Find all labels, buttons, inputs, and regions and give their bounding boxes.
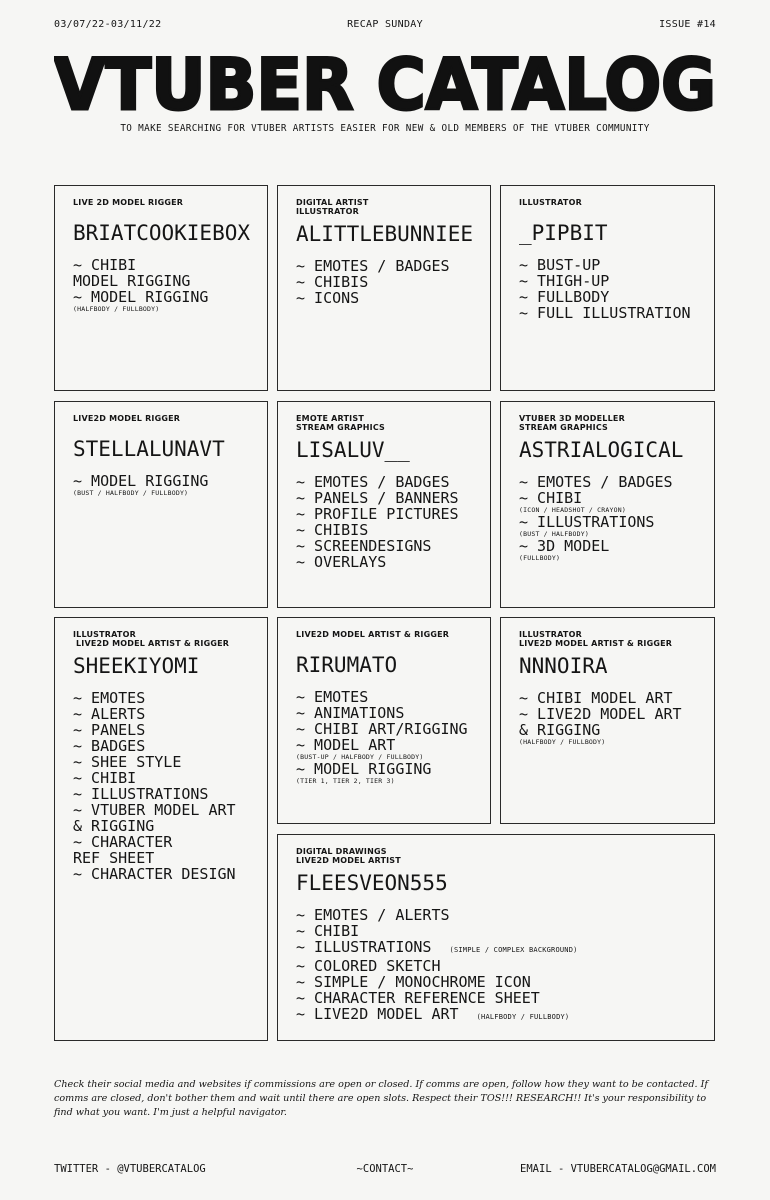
service-text: ~ EMOTES / BADGES [519, 473, 673, 491]
artist-role [296, 630, 490, 648]
artist-card [277, 834, 715, 1041]
service-text: ~ MODEL RIGGING [296, 760, 432, 778]
service-item [73, 289, 267, 305]
service-text: ~ CHARACTER REF SHEET [73, 833, 173, 867]
service-item [296, 939, 714, 958]
role-line: ILLUSTRATOR [73, 630, 136, 639]
service-item [73, 770, 267, 786]
service-item [519, 490, 714, 506]
service-text: ~ PROFILE PICTURES [296, 505, 459, 523]
service-text: ~ ILLUSTRATIONS [73, 785, 209, 803]
service-text: ~ ILLUSTRATIONS [296, 938, 432, 956]
service-list [519, 257, 714, 321]
service-text: ~ CHIBI MODEL RIGGING [73, 256, 191, 290]
artist-name[interactable]: STELLALUNAVT [73, 437, 225, 461]
role-line: LIVE 2D MODEL RIGGER [73, 198, 184, 207]
service-text: ~ EMOTES [73, 689, 146, 707]
service-list [73, 257, 267, 313]
service-list [296, 907, 714, 1025]
role-line: DIGITAL DRAWINGS [296, 847, 387, 856]
service-text: ~ ANIMATIONS [296, 704, 405, 722]
service-item [296, 1006, 714, 1025]
service-item [519, 474, 714, 490]
service-detail: (BUST / HALFBODY / FULLBODY) [73, 489, 189, 497]
service-text: ~ COLORED SKETCH [296, 957, 441, 975]
twitter-handle[interactable]: TWITTER - @VTUBERCATALOG [54, 1163, 206, 1175]
service-item [73, 786, 267, 802]
service-item [519, 514, 714, 530]
service-text: ~ CHIBIS [296, 521, 369, 539]
service-text: ~ CHIBI MODEL ART [519, 689, 673, 707]
date-range: 03/07/22-03/11/22 [54, 19, 162, 30]
artist-name[interactable]: ALITTLEBUNNIEE [296, 222, 474, 246]
artist-name[interactable]: BRIATCOOKIEBOX [73, 221, 251, 245]
service-text: ~ MODEL ART [296, 736, 396, 754]
service-text: ~ LIVE2D MODEL ART [296, 1005, 459, 1023]
service-text: ~ CHIBI ART/RIGGING [296, 720, 468, 738]
service-item [519, 305, 714, 321]
service-text: ~ SCREENDESIGNS [296, 537, 432, 555]
service-text: ~ EMOTES / BADGES [296, 257, 450, 275]
service-detail: (HALFBODY / FULLBODY) [73, 305, 160, 313]
service-item [519, 273, 714, 289]
role-line: ILLUSTRATOR [519, 198, 582, 207]
role-line: VTUBER 3D MODELLER [519, 414, 625, 423]
footnote: Check their social media and websites if commissions are open or closed. If comms are open, follow how they want to be contacted. If comms are closed, don't bother them and wait until there are open slots. Respect their TOS!!! RESEARCH!! It's your responsibility to find what you want. I'm just a helpful navigator. [54, 1079, 708, 1118]
service-text: ~ ILLUSTRATIONS [519, 513, 655, 531]
service-item [296, 907, 714, 923]
service-item [73, 834, 267, 866]
artist-name[interactable]: _PIPBIT [519, 221, 608, 245]
artist-card [500, 401, 715, 608]
service-text: ~ CHIBIS [296, 273, 369, 291]
service-text: ~ CHIBI [519, 489, 583, 507]
service-text: ~ BADGES [73, 737, 146, 755]
artist-role [73, 630, 267, 648]
service-item [296, 689, 490, 705]
service-item [73, 706, 267, 722]
service-item [296, 990, 714, 1006]
service-list [296, 689, 490, 785]
service-text: ~ CHIBI [296, 922, 360, 940]
artist-role [296, 198, 490, 216]
artist-role [519, 414, 714, 432]
role-line: LIVE2D MODEL ARTIST & RIGGER [73, 639, 230, 648]
service-item [296, 705, 490, 721]
artist-role [73, 414, 267, 432]
service-item [296, 923, 714, 939]
service-item [73, 257, 267, 289]
service-text: ~ BUST-UP [519, 256, 601, 274]
service-text: ~ EMOTES / ALERTS [296, 906, 450, 924]
service-item [296, 538, 490, 554]
service-list [519, 474, 714, 562]
contact-label: ~CONTACT~ [356, 1163, 414, 1175]
artist-card [277, 185, 491, 391]
recap-label: RECAP SUNDAY [347, 19, 423, 30]
service-text: ~ FULLBODY [519, 288, 610, 306]
role-line: LIVE2D MODEL ARTIST [296, 856, 401, 865]
service-item [296, 974, 714, 990]
artist-name[interactable]: RIRUMATO [296, 653, 398, 677]
artist-card [277, 617, 491, 824]
service-text: ~ PANELS / BANNERS [296, 489, 459, 507]
service-item [519, 289, 714, 305]
service-item [519, 257, 714, 273]
service-text: ~ ALERTS [73, 705, 146, 723]
service-list [519, 690, 714, 746]
logo-text: VTUBER CATALOG [54, 55, 716, 113]
service-detail: (ICON / HEADSHOT / CRAYON) [519, 506, 626, 514]
service-item [296, 290, 490, 306]
service-item [296, 761, 490, 777]
service-item [519, 690, 714, 706]
role-line: EMOTE ARTIST [296, 414, 364, 423]
role-line: LIVE2D MODEL ARTIST & RIGGER [519, 639, 673, 648]
artist-card [54, 185, 268, 391]
service-text: ~ LIVE2D MODEL ART & RIGGING [519, 705, 682, 739]
artist-card [500, 185, 715, 391]
artist-name[interactable]: FLEESVEON555 [296, 871, 448, 895]
service-item [73, 866, 267, 882]
service-text: ~ SIMPLE / MONOCHROME ICON [296, 973, 531, 991]
service-text: ~ EMOTES / BADGES [296, 473, 450, 491]
artist-card [277, 401, 491, 608]
service-item [73, 802, 267, 834]
tagline: TO MAKE SEARCHING FOR VTUBER ARTISTS EASIER FOR NEW & OLD MEMBERS OF THE VTUBER COMMUNITY [120, 123, 650, 134]
service-item [73, 754, 267, 770]
role-line: ILLUSTRATOR [296, 207, 359, 216]
role-line: LIVE2D MODEL RIGGER [73, 414, 181, 423]
service-text: ~ EMOTES [296, 688, 369, 706]
service-detail: (BUST / HALFBODY) [519, 530, 589, 538]
role-line: LIVE2D MODEL ARTIST & RIGGER [296, 630, 450, 639]
service-text: ~ CHARACTER DESIGN [73, 865, 236, 883]
artist-role [519, 630, 714, 648]
artist-role [73, 198, 267, 216]
service-detail: (TIER 1, TIER 2, TIER 3) [296, 777, 395, 785]
service-item [296, 522, 490, 538]
service-item [73, 722, 267, 738]
service-text: ~ PANELS [73, 721, 146, 739]
service-detail: (SIMPLE / COMPLEX BACKGROUND) [449, 946, 578, 954]
artist-role [296, 414, 490, 432]
artist-role [296, 847, 714, 865]
service-text: ~ VTUBER MODEL ART & RIGGING [73, 801, 236, 835]
service-text: ~ 3D MODEL [519, 537, 610, 555]
service-item [296, 721, 490, 737]
role-line: ILLUSTRATOR [519, 630, 582, 639]
service-text: ~ MODEL RIGGING [73, 472, 209, 490]
artist-name[interactable]: ASTRIALOGICAL [519, 438, 684, 462]
service-detail: (HALFBODY / FULLBODY) [519, 738, 606, 746]
issue-number: ISSUE #14 [659, 19, 716, 30]
service-text: ~ FULL ILLUSTRATION [519, 304, 691, 322]
role-line: DIGITAL ARTIST [296, 198, 369, 207]
service-item [296, 554, 490, 570]
service-text: ~ CHARACTER REFERENCE SHEET [296, 989, 540, 1007]
service-item [73, 690, 267, 706]
service-item [296, 958, 714, 974]
service-detail: (FULLBODY) [519, 554, 561, 562]
service-item [296, 490, 490, 506]
service-list [296, 258, 490, 306]
service-detail: (HALFBODY / FULLBODY) [476, 1013, 570, 1021]
service-item [519, 706, 714, 738]
service-text: ~ OVERLAYS [296, 553, 387, 571]
service-item [519, 538, 714, 554]
artist-role [519, 198, 714, 216]
service-text: ~ CHIBI [73, 769, 137, 787]
artist-name[interactable]: SHEEKIYOMI [73, 654, 200, 678]
service-item [296, 258, 490, 274]
service-text: ~ THIGH-UP [519, 272, 610, 290]
service-detail: (BUST-UP / HALFBODY / FULLBODY) [296, 753, 424, 761]
artist-card [500, 617, 715, 824]
service-item [73, 473, 267, 489]
artist-card [54, 401, 268, 608]
service-text: ~ MODEL RIGGING [73, 288, 209, 306]
email-address[interactable]: EMAIL - VTUBERCATALOG@GMAIL.COM [520, 1163, 716, 1175]
role-line: STREAM GRAPHICS [296, 423, 386, 432]
logo-vtuber-catalog [54, 55, 716, 113]
artist-card [54, 617, 268, 1041]
service-item [296, 274, 490, 290]
service-list [73, 473, 267, 497]
service-item [296, 737, 490, 753]
service-list [296, 474, 490, 570]
service-item [73, 738, 267, 754]
service-list [73, 690, 267, 882]
service-text: ~ SHEE STYLE [73, 753, 182, 771]
service-text: ~ ICONS [296, 289, 360, 307]
service-item [296, 506, 490, 522]
artist-name[interactable]: NNNOIRA [519, 654, 608, 678]
artist-name[interactable]: LISALUV__ [296, 438, 410, 462]
role-line: STREAM GRAPHICS [519, 423, 609, 432]
service-item [296, 474, 490, 490]
